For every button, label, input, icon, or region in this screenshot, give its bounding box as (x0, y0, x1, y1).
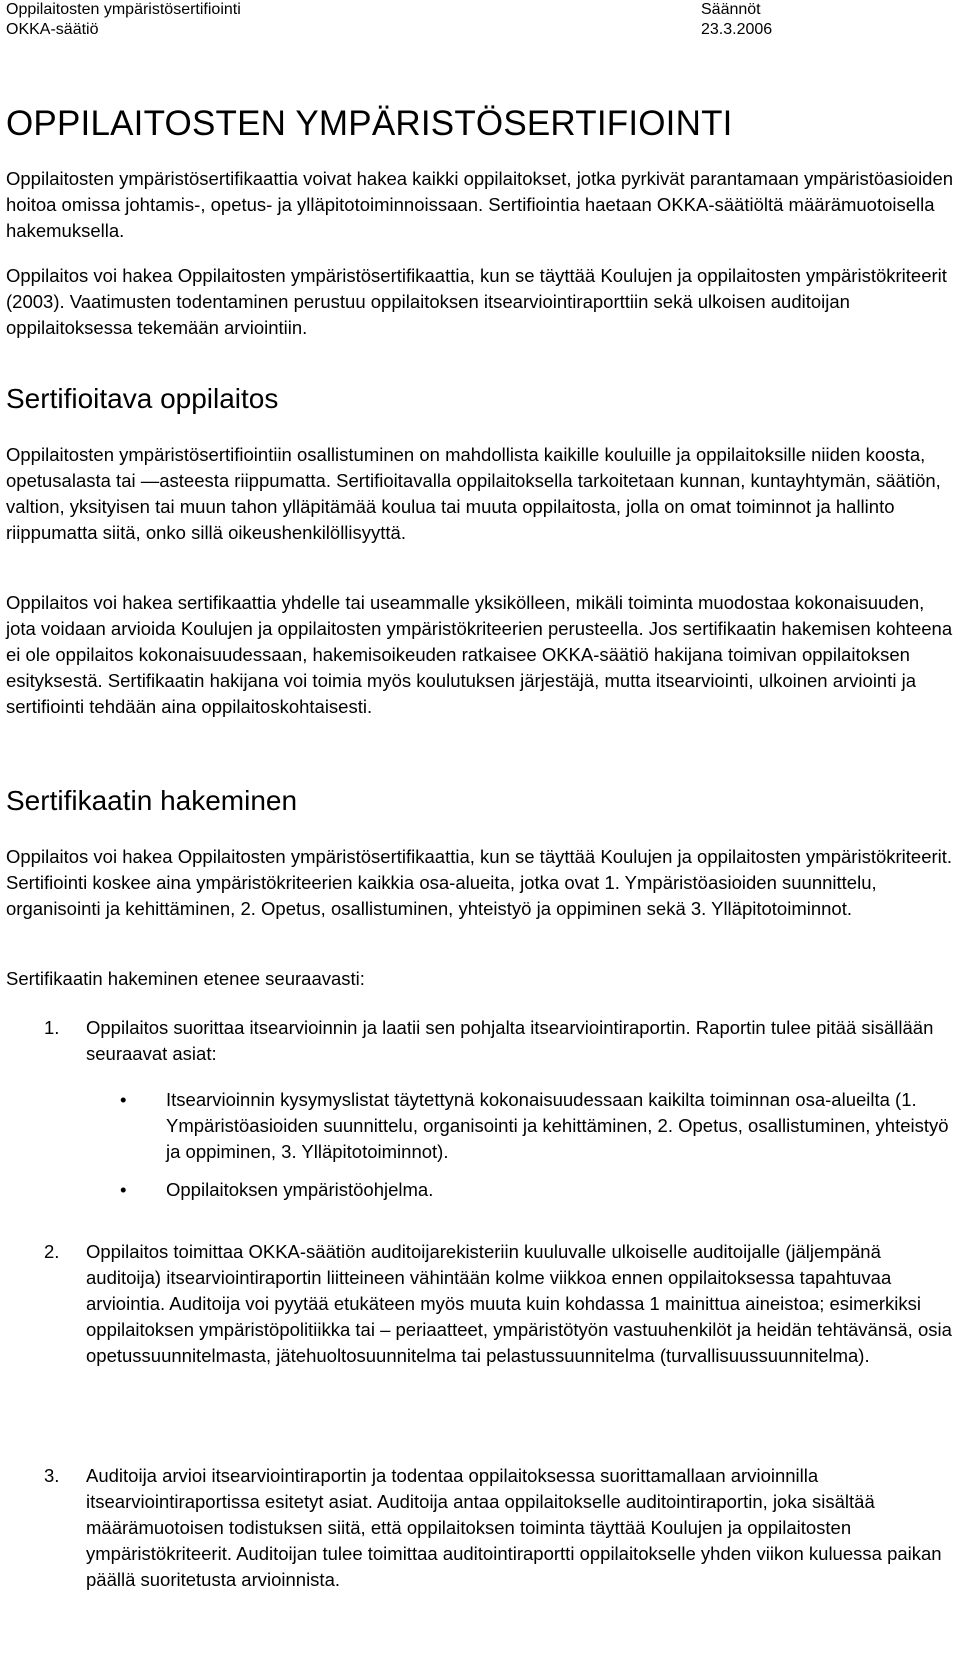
list-item-text: Auditoija arvioi itsearviointiraportin ja todentaa oppilaitoksessa suorittamallaan arvioinnilla itsearviointiraportissa esitetyt asiat. Auditoija antaa oppilaitokselle auditointiraportin, joka sisältää määrämuotoisen todistuksen siitä, että oppilaitoksen toiminta täyttää Koulujen ja oppilaitosten ympäristökriteerit. Auditoijan tulee toimittaa auditointiraportti oppilaitokselle yhden viikon kuluessa paikan päällä suoritetusta arvioinnista. (86, 1465, 942, 1590)
header-organization: OKKA-säätiö (6, 21, 99, 38)
header-right (701, 0, 772, 40)
intro-paragraph-2: Oppilaitos voi hakea Oppilaitosten ympäristösertifikaattia, kun se täyttää Koulujen ja oppilaitosten ympäristökriteerit (2003). Vaatimusten todentaminen perustuu oppilaitoksen itsearviointiraporttiin sekä ulkoisen auditoijan oppilaitoksessa tekemään arviointiin. (6, 265, 947, 338)
list-item-number: 1. (44, 1017, 60, 1038)
list-item-number: 2. (44, 1241, 60, 1262)
bullet-text: Oppilaitoksen ympäristöohjelma. (166, 1179, 434, 1200)
header-date: 23.3.2006 (701, 21, 773, 38)
list-item-number: 3. (44, 1465, 60, 1486)
bullet-text: Itsearvioinnin kysymyslistat täytettynä kokonaisuudessaan kaikilta toiminnan osa-alueilta (1. Ympäristöasioiden suunnittelu, organisointi ja kehittäminen, 2. Opetus, osallistuminen, yhteistyö ja oppiminen, 3. Ylläpitotoiminnot). (166, 1089, 949, 1162)
bullet-icon: • (120, 1179, 127, 1200)
section1-paragraph-1: Oppilaitosten ympäristösertifiointiin osallistuminen on mahdollista kaikille kouluille ja oppilaitoksille niiden koosta, opetusalasta tai —asteesta riippumatta. Sertifioitavalla oppilaitoksella tarkoitetaan kunnan, kuntayhtymän, säätiön, valtion, yksityisen tai muun tahon ylläpitämää koulua tai muuta oppilaitosta, jolla on omat toiminnot ja hallinto riippumatta siitä, onko sillä oikeushenkilöllisyyttä. (6, 444, 941, 543)
bullet-icon: • (120, 1089, 127, 1110)
list-item-text: Oppilaitos suorittaa itsearvioinnin ja laatii sen pohjalta itsearviointiraportin. Raportin tulee pitää sisällään seuraavat asiat: (86, 1017, 934, 1064)
section2-paragraph-1: Oppilaitos voi hakea Oppilaitosten ympäristösertifikaattia, kun se täyttää Koulujen ja oppilaitosten ympäristökriteerit. Sertifiointi koskee aina ympäristökriteerien kaikkia osa-alueita, jotka ovat 1. Ympäristöasioiden suunnittelu, organisointi ja kehittäminen, 2. Opetus, osallistuminen, yhteistyö ja oppiminen sekä 3. Ylläpitotoiminnot. (6, 846, 953, 919)
list-item-text: Oppilaitos toimittaa OKKA-säätiön auditoijarekisteriin kuuluvalle ulkoiselle auditoijalle (jäljempänä auditoija) itsearviointiraportin liitteineen vähintään kolme viikkoa ennen oppilaitoksessa tapahtuvaa arviointia. Auditoija voi pyytää etukäteen myös muuta kuin kohdassa 1 mainittua aineistoa; esimerkiksi oppilaitoksen ympäristöpolitiikka tai – periaatteet, ympäristötyön vastuuhenkilöt ja heidän tehtävänsä, osia opetussuunnitelmasta, jätehuoltosuunnitelma tai pelastussuunnitelma (turvallisuussuunnitelma). (86, 1241, 952, 1366)
header-document-title: Oppilaitosten ympäristösertifiointi (6, 1, 241, 18)
section-heading-sertifioitava: Sertifioitava oppilaitos (6, 383, 279, 414)
page-title: OPPILAITOSTEN YMPÄRISTÖSERTIFIOINTI (6, 104, 733, 143)
header-left (6, 0, 241, 40)
header-document-type: Säännöt (701, 1, 761, 18)
intro-paragraph-1: Oppilaitosten ympäristösertifikaattia voivat hakea kaikki oppilaitokset, jotka pyrkivät parantamaan ympäristöasioiden hoitoa omissa johtamis-, opetus- ja ylläpitotoiminnoissaan. Sertifiointia haetaan OKKA-säätiöltä määrämuotoisella hakemuksella. (6, 168, 954, 241)
section-heading-hakeminen: Sertifikaatin hakeminen (6, 785, 298, 816)
section2-paragraph-2: Sertifikaatin hakeminen etenee seuraavasti: (6, 968, 365, 989)
section1-paragraph-2: Oppilaitos voi hakea sertifikaattia yhdelle tai useammalle yksikölleen, mikäli toiminta muodostaa kokonaisuuden, jota voidaan arvioida Koulujen ja oppilaitosten ympäristökriteerien perusteella. Jos sertifikaatin hakemisen kohteena ei ole oppilaitos kokonaisuudessaan, hakemisoikeuden ratkaisee OKKA-säätiö hakijana toimivan oppilaitoksen esityksestä. Sertifikaatin hakijana voi toimia myös koulutuksen järjestäjä, mutta itsearviointi, ulkoinen arviointi ja sertifiointi tehdään aina oppilaitoskohtaisesti. (6, 592, 953, 717)
